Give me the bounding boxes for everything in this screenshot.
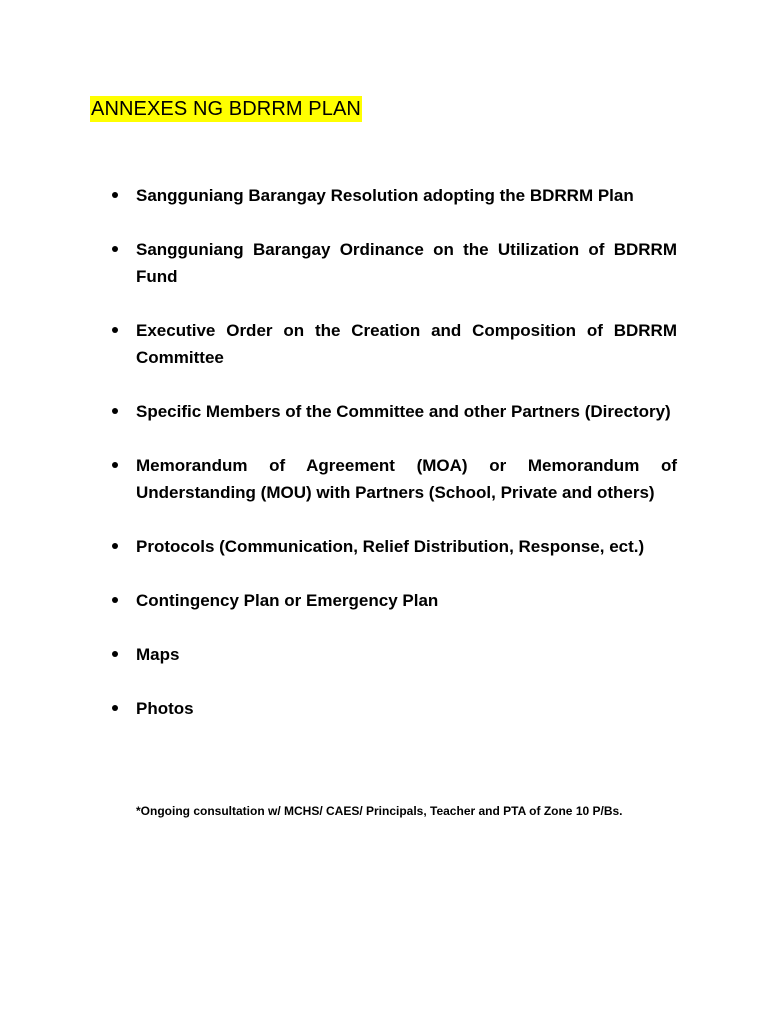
list-item-text: Contingency Plan or Emergency Plan xyxy=(136,591,439,610)
list-item xyxy=(112,398,677,425)
list-item xyxy=(112,695,677,722)
list-item-text: Maps xyxy=(136,645,180,664)
list-item xyxy=(112,182,677,209)
list-item xyxy=(112,533,677,560)
list-item xyxy=(112,236,677,290)
bullet-icon xyxy=(112,327,118,333)
list-item-text: Memorandum of Agreement (MOA) or Memorandum of Understanding (MOU) with Partners (School, Private and others) xyxy=(136,456,677,502)
list-item-text: Protocols (Communication, Relief Distribution, Response, ect.) xyxy=(136,537,645,556)
bullet-icon xyxy=(112,246,118,252)
list-item xyxy=(112,317,677,371)
bullet-icon xyxy=(112,651,118,657)
list-item xyxy=(112,587,677,614)
bullet-icon xyxy=(112,192,118,198)
list-item-text: Sangguniang Barangay Ordinance on the Utilization of BDRRM Fund xyxy=(136,240,677,286)
list-item xyxy=(112,452,677,506)
list-item xyxy=(112,641,677,668)
annex-list xyxy=(112,182,677,749)
bullet-icon xyxy=(112,597,118,603)
bullet-icon xyxy=(112,705,118,711)
list-item-text: Specific Members of the Committee and other Partners (Directory) xyxy=(136,402,671,421)
bullet-icon xyxy=(112,408,118,414)
list-item-text: Sangguniang Barangay Resolution adopting the BDRRM Plan xyxy=(136,186,634,205)
bullet-icon xyxy=(112,543,118,549)
document-title: ANNEXES NG BDRRM PLAN xyxy=(91,98,361,120)
bullet-icon xyxy=(112,462,118,468)
list-item-text: Executive Order on the Creation and Composition of BDRRM Committee xyxy=(136,321,677,367)
footnote: *Ongoing consultation w/ MCHS/ CAES/ Principals, Teacher and PTA of Zone 10 P/Bs. xyxy=(136,804,623,818)
list-item-text: Photos xyxy=(136,699,194,718)
